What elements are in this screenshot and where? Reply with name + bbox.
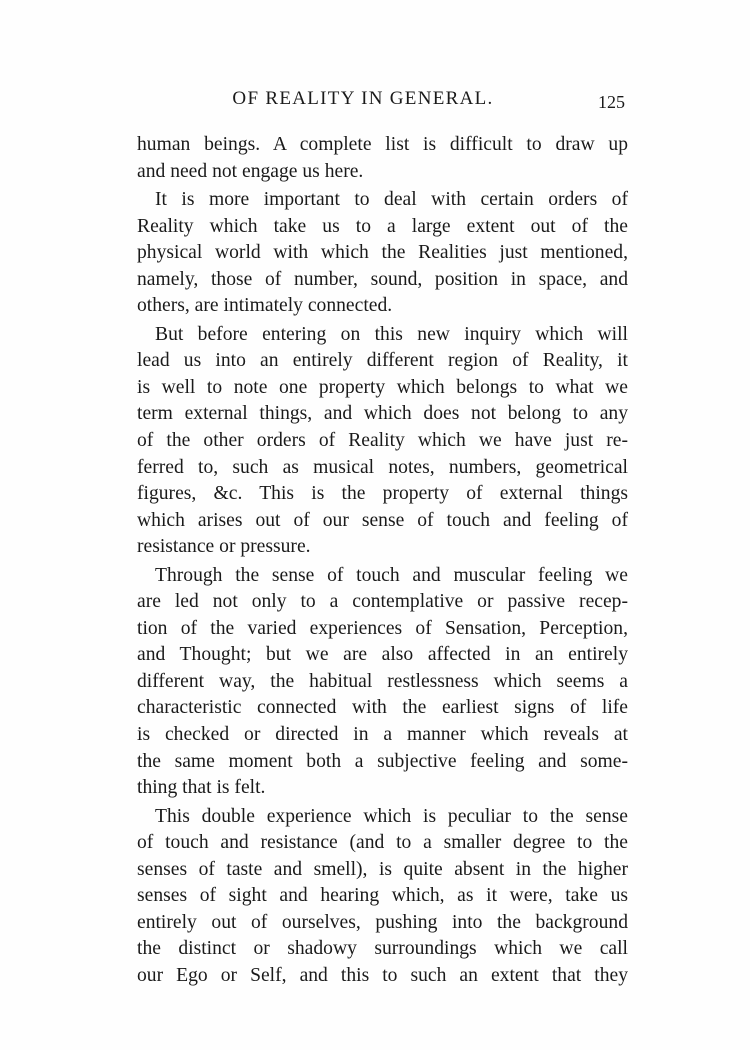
text-line: namely, those of number, sound, position in space, and — [137, 268, 628, 290]
text-line: term external things, and which does not belong to any — [137, 403, 628, 425]
running-head — [137, 88, 629, 118]
text-line: which arises out of our sense of touch and feeling of — [137, 509, 628, 531]
paragraph — [137, 187, 628, 320]
text-line: characteristic connected with the earliest signs of life — [137, 697, 628, 719]
text-line: figures, &c. This is the property of external things — [137, 483, 628, 505]
text-line: physical world with which the Realities just mentioned, — [137, 242, 628, 264]
text-line: is well to note one property which belongs to what we — [137, 376, 628, 398]
text-line: But before entering on this new inquiry which will — [155, 323, 628, 345]
text-line: thing that is felt. — [137, 777, 266, 799]
text-line: the same moment both a subjective feeling and some- — [137, 750, 628, 772]
running-title: OF REALITY IN GENERAL. — [232, 88, 494, 109]
text-line: our Ego or Self, and this to such an extent that they — [137, 964, 628, 986]
text-line: the distinct or shadowy surroundings which we call — [137, 938, 628, 960]
text-line: is checked or directed in a manner which reveals at — [137, 724, 628, 746]
paragraph — [137, 322, 628, 561]
text-line: of the other orders of Reality which we have just re- — [137, 430, 628, 452]
text-line: are led not only to a contemplative or passive recep- — [137, 591, 628, 613]
paragraph — [137, 563, 628, 802]
text-line: entirely out of ourselves, pushing into the background — [137, 911, 628, 933]
text-line: of touch and resistance (and to a smaller degree to the — [137, 832, 628, 854]
text-line: and need not engage us here. — [137, 160, 364, 182]
text-line: tion of the varied experiences of Sensation, Perception, — [137, 617, 628, 639]
paragraph — [137, 132, 628, 185]
text-line: resistance or pressure. — [137, 536, 311, 558]
text-line: This double experience which is peculiar to the sense — [155, 805, 628, 827]
text-line: senses of sight and hearing which, as it were, take us — [137, 885, 628, 907]
text-line: different way, the habitual restlessness which seems a — [137, 670, 628, 692]
body-text — [137, 132, 628, 990]
text-line: Reality which take us to a large extent out of the — [137, 215, 628, 237]
text-line: lead us into an entirely different region of Reality, it — [137, 350, 628, 372]
text-line: human beings. A complete list is difficult to draw up — [137, 134, 628, 155]
paragraph — [137, 804, 628, 990]
text-line: senses of taste and smell), is quite absent in the higher — [137, 858, 628, 880]
text-line: and Thought; but we are also affected in an entirely — [137, 644, 628, 666]
text-line: It is more important to deal with certain orders of — [155, 189, 628, 211]
text-line: others, are intimately connected. — [137, 295, 393, 317]
page-number: 125 — [598, 92, 625, 112]
text-line: Through the sense of touch and muscular feeling we — [155, 564, 628, 586]
text-line: ferred to, such as musical notes, numbers, geometrical — [137, 456, 628, 478]
